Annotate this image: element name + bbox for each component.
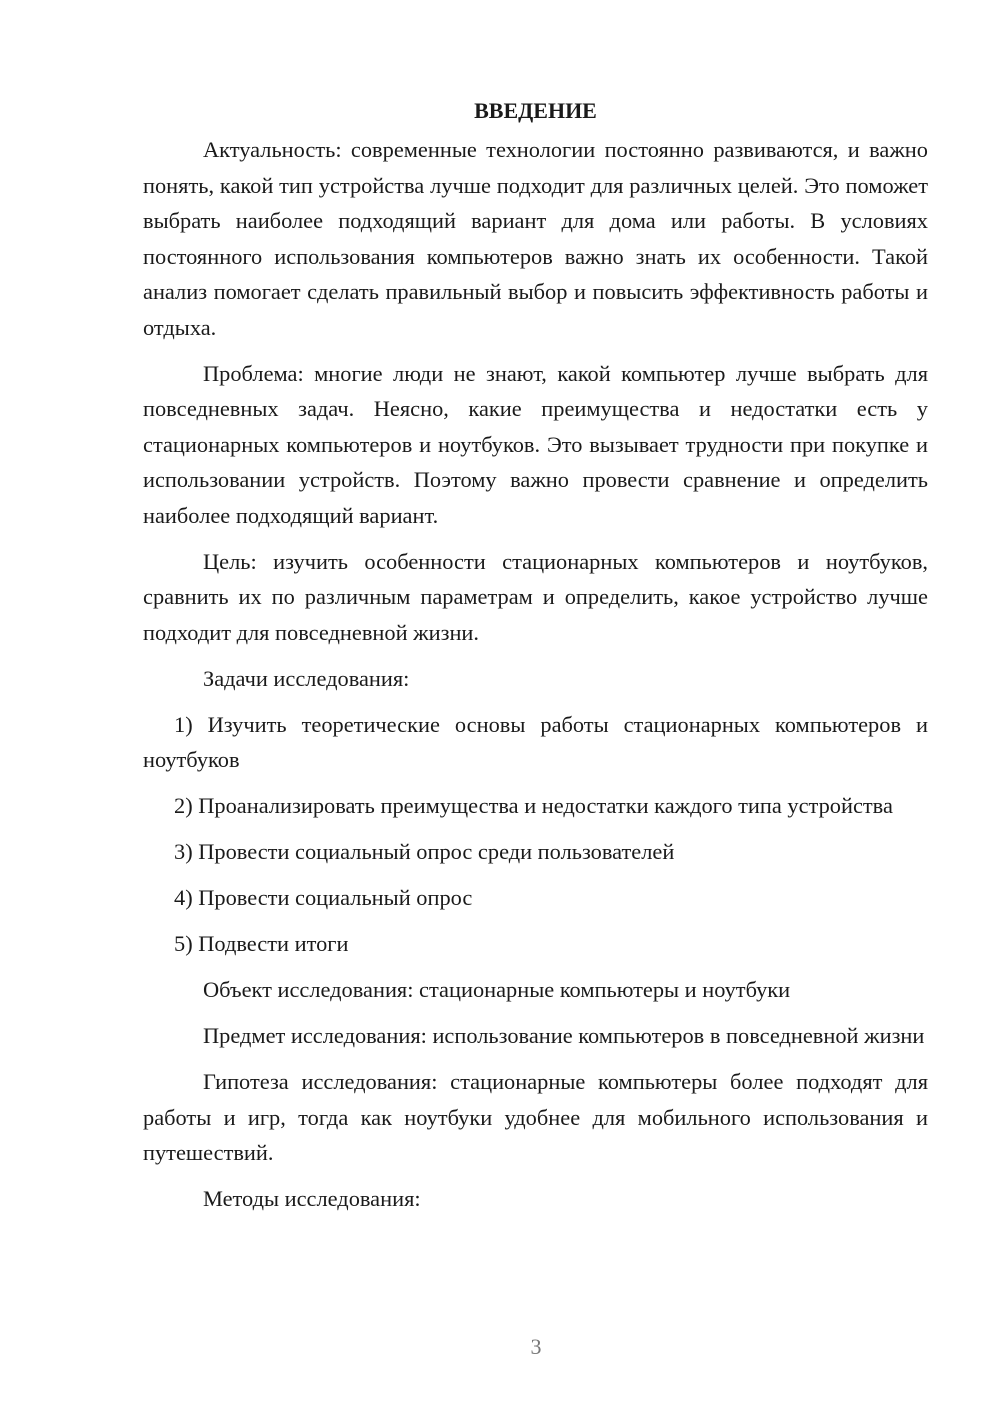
tasks-heading: Задачи исследования: <box>203 665 410 691</box>
object-paragraph: Объект исследования: стационарные компьютеры и ноутбуки <box>203 977 791 1002</box>
page-title: ВВЕДЕНИЕ <box>474 98 597 123</box>
task-item-3: 3) Провести социальный опрос среди пользователей <box>174 839 675 864</box>
subject-paragraph: Предмет исследования: использование компьютеров в повседневной жизни <box>203 1023 925 1048</box>
task-item-1: 1) Изучить теоретические основы работы стационарных компьютеров и ноутбуков <box>143 711 928 772</box>
task-item-4: 4) Провести социальный опрос <box>174 885 473 910</box>
problem-paragraph: Проблема: многие люди не знают, какой компьютер лучше выбрать для повседневных задач. Неясно, какие преимущества и недостатки есть у стационарных компьютеров и ноутбуков. Это вызывает трудности при покупке и использовании устройств. Поэтому важно провести сравнение и определить наиболее подходящий вариант. <box>143 360 928 528</box>
task-item-5: 5) Подвести итоги <box>174 931 349 956</box>
page-content <box>143 96 928 1227</box>
methods-paragraph: Методы исследования: <box>203 1186 421 1211</box>
hypothesis-paragraph: Гипотеза исследования: стационарные компьютеры более подходят для работы и игр, тогда как ноутбуки удобнее для мобильного использования и путешествий. <box>143 1069 928 1165</box>
page-number: 3 <box>530 1334 542 1359</box>
task-item-2: 2) Проанализировать преимущества и недостатки каждого типа устройства <box>174 793 893 818</box>
relevance-paragraph: Актуальность: современные технологии постоянно развиваются, и важно понять, какой тип устройства лучше подходит для различных целей. Это поможет выбрать наиболее подходящий вариант для дома или работы. В условиях постоянного использования компьютеров важно знать их особенности. Такой анализ помогает сделать правильный выбор и повысить эффективность работы и отдыха. <box>143 137 928 340</box>
goal-paragraph: Цель: изучить особенности стационарных компьютеров и ноутбуков, сравнить их по различным параметрам и определить, какое устройство лучше подходит для повседневной жизни. <box>143 548 928 645</box>
